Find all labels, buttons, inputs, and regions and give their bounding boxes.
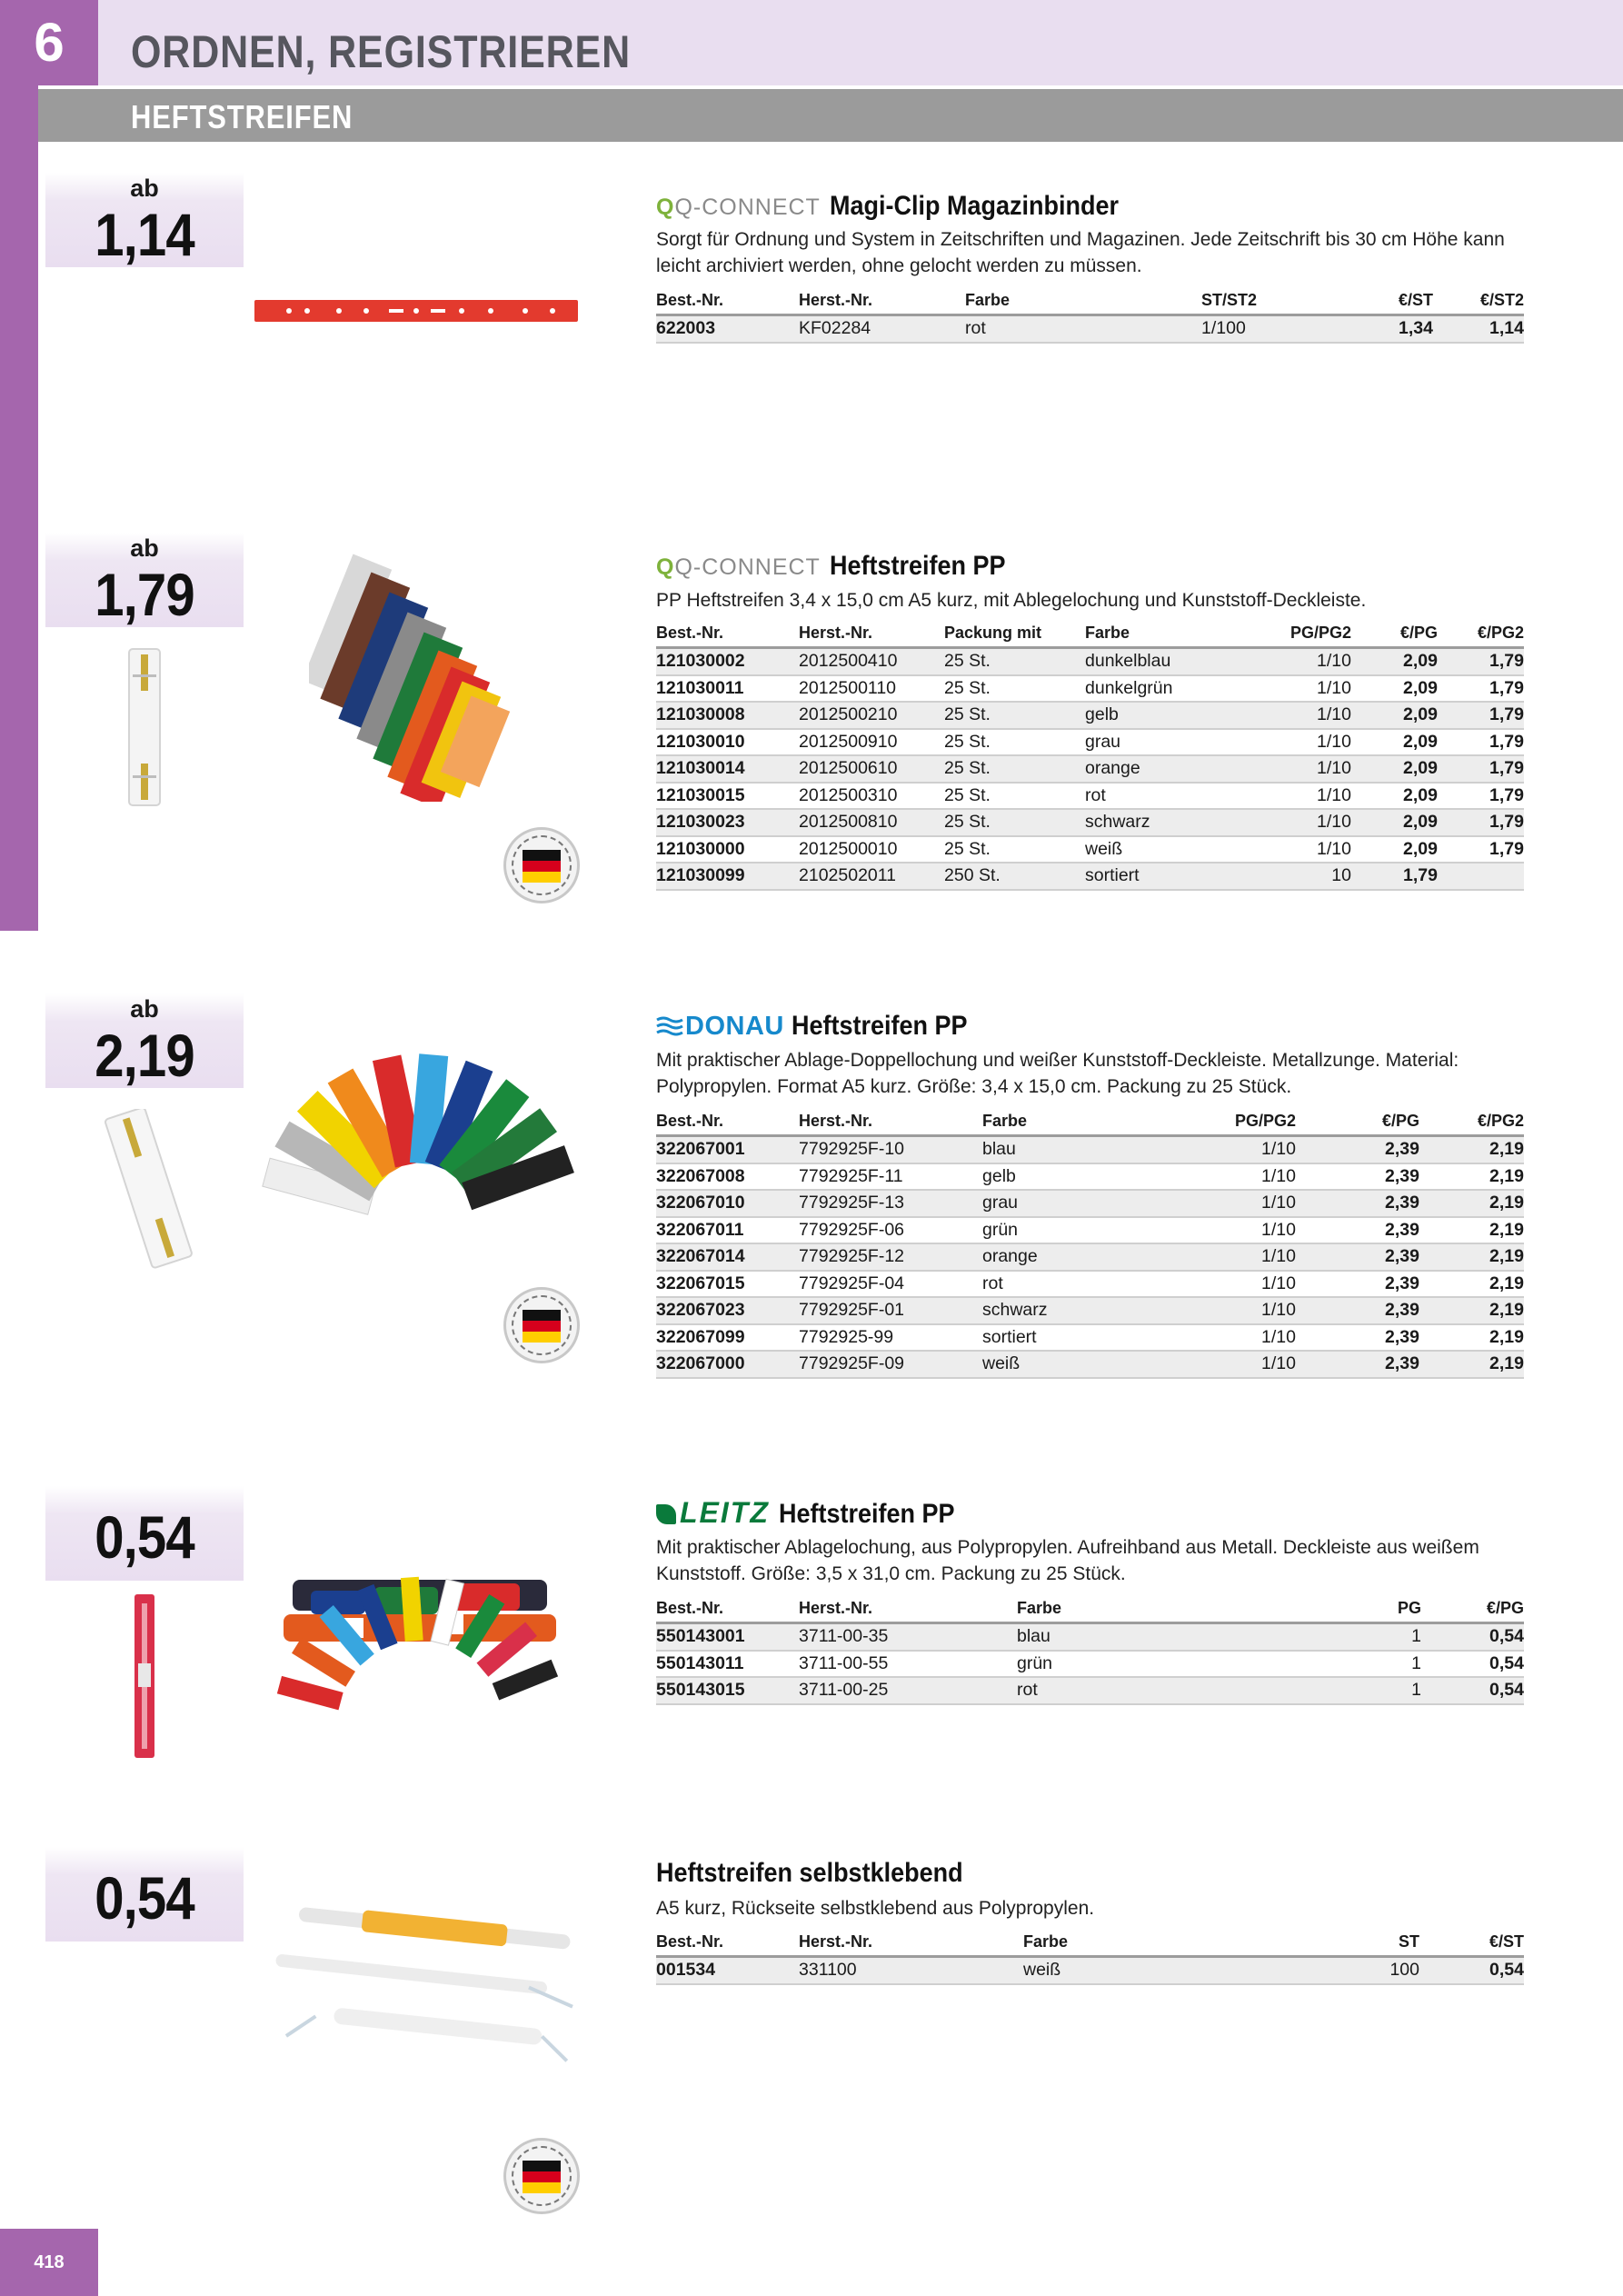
pack-unit: 1	[1317, 1623, 1421, 1651]
article-number: 121030011	[656, 675, 799, 703]
table-header-row	[656, 1110, 1524, 1136]
manufacturer-number: 2012500210	[799, 702, 944, 729]
pack-unit: 1/10	[1173, 1217, 1296, 1244]
pack-size: 25 St.	[944, 702, 1085, 729]
product-table	[656, 289, 1524, 344]
german-flag-icon	[523, 850, 561, 883]
manufacturer-number: 2012500310	[799, 783, 944, 810]
product-image-adhesive-strips	[256, 1900, 583, 2063]
column-header: €/PG	[1351, 622, 1438, 648]
color: blau	[1017, 1623, 1317, 1651]
product-description: Mit praktischer Ablagelochung, aus Polypropylen. Aufreihband aus Metall. Deckleiste aus weißem Kunststoff. Größe: 3,5 x 31,0 cm. Packung zu 25 Stück.	[656, 1537, 1479, 1584]
donau-wave-logo-icon	[656, 1015, 683, 1037]
article-number: 550143015	[656, 1677, 799, 1704]
manufacturer-number: 7792925F-06	[799, 1217, 982, 1244]
article-number: 622003	[656, 315, 799, 343]
unit-price: 0,54	[1421, 1651, 1524, 1678]
color: rot	[982, 1271, 1173, 1298]
column-header: Packung mit	[944, 622, 1085, 648]
product-table	[656, 1597, 1524, 1705]
made-in-germany-badge-icon	[503, 827, 580, 903]
color: sortiert	[1085, 863, 1249, 890]
article-number: 121030099	[656, 863, 799, 890]
article-number: 121030010	[656, 729, 799, 756]
article-number: 322067010	[656, 1190, 799, 1217]
color: schwarz	[1085, 809, 1249, 836]
pack-size: 25 St.	[944, 783, 1085, 810]
column-header: Best.-Nr.	[656, 1110, 799, 1136]
product-image-strip-arc	[256, 1045, 583, 1227]
manufacturer-number: 2012500810	[799, 809, 944, 836]
brand-logo-q-connect	[656, 195, 821, 221]
made-in-germany-badge-icon	[503, 1287, 580, 1363]
column-header: ST	[1319, 1931, 1419, 1957]
table-row	[656, 836, 1524, 863]
brand-name: Q-CONNECT	[674, 554, 821, 580]
pack-unit: 1/10	[1173, 1243, 1296, 1271]
bulk-price: 2,19	[1419, 1297, 1524, 1324]
bulk-price: 1,79	[1438, 836, 1524, 863]
article-number: 001534	[656, 1957, 799, 1984]
column-header: Herst.-Nr.	[799, 1931, 1023, 1957]
brand-logo-q-connect	[656, 554, 821, 581]
color: orange	[1085, 755, 1249, 783]
column-header: Farbe	[982, 1110, 1173, 1136]
color: rot	[1017, 1677, 1317, 1704]
product-title: Heftstreifen PP	[791, 1011, 968, 1041]
table-row	[656, 1623, 1524, 1651]
brand-q-letter: Q	[656, 554, 675, 580]
price-value: 1,14	[95, 201, 194, 268]
unit-price: 2,09	[1351, 648, 1438, 675]
unit-price: 2,09	[1351, 809, 1438, 836]
article-number: 550143011	[656, 1651, 799, 1678]
product-heading	[656, 1011, 987, 1042]
pack-unit: 1/10	[1173, 1324, 1296, 1352]
price-badge	[45, 993, 244, 1088]
column-header: PG/PG2	[1173, 1110, 1296, 1136]
manufacturer-number: 331100	[799, 1957, 1023, 1984]
price-badge	[45, 1486, 244, 1581]
color: dunkelgrün	[1085, 675, 1249, 703]
color: rot	[1085, 783, 1249, 810]
color: schwarz	[982, 1297, 1173, 1324]
manufacturer-number: 2012500110	[799, 675, 944, 703]
article-number: 322067000	[656, 1351, 799, 1378]
color: grau	[982, 1190, 1173, 1217]
pack-unit: 1/10	[1249, 755, 1351, 783]
unit-price: 2,39	[1296, 1351, 1419, 1378]
column-header: €/PG	[1296, 1110, 1419, 1136]
table-row	[656, 1677, 1524, 1704]
bulk-price: 2,19	[1419, 1271, 1524, 1298]
bulk-price: 1,79	[1438, 675, 1524, 703]
article-number: 322067023	[656, 1297, 799, 1324]
chapter-title: ORDNEN, REGISTRIEREN	[131, 26, 631, 77]
page-number: 418	[0, 2229, 98, 2296]
leitz-logo-mark-icon	[656, 1504, 676, 1524]
table-row	[656, 1190, 1524, 1217]
color: gelb	[1085, 702, 1249, 729]
article-number: 121030014	[656, 755, 799, 783]
color: weiß	[982, 1351, 1173, 1378]
table-row	[656, 1324, 1524, 1352]
price-badge	[45, 533, 244, 627]
pack-unit: 1/10	[1249, 729, 1351, 756]
pack-unit: 1	[1317, 1651, 1421, 1678]
pack-unit: 1/10	[1249, 836, 1351, 863]
german-flag-icon	[523, 1310, 561, 1343]
unit-price: 2,39	[1296, 1243, 1419, 1271]
pack-unit: 1/10	[1173, 1271, 1296, 1298]
product-description: A5 kurz, Rückseite selbstklebend aus Polypropylen.	[656, 1898, 1095, 1919]
pack-size: 25 St.	[944, 648, 1085, 675]
brand-name: Q-CONNECT	[674, 195, 821, 220]
column-header: PG	[1317, 1597, 1421, 1623]
color: weiß	[1085, 836, 1249, 863]
table-row	[656, 1651, 1524, 1678]
column-header: Herst.-Nr.	[799, 1597, 1017, 1623]
color: blau	[982, 1136, 1173, 1163]
article-number: 121030008	[656, 702, 799, 729]
bulk-price: 1,79	[1438, 809, 1524, 836]
article-number: 322067008	[656, 1163, 799, 1191]
column-header: ST/ST2	[1201, 289, 1329, 315]
bulk-price: 2,19	[1419, 1324, 1524, 1352]
product-heading	[656, 551, 1025, 582]
table-row	[656, 1351, 1524, 1378]
article-number: 322067014	[656, 1243, 799, 1271]
table-row	[656, 1136, 1524, 1163]
pack-size: 25 St.	[944, 809, 1085, 836]
brand-name: LEITZ	[680, 1496, 770, 1529]
table-row	[656, 783, 1524, 810]
unit-price: 2,39	[1296, 1163, 1419, 1191]
table-row	[656, 863, 1524, 890]
manufacturer-number: 3711-00-55	[799, 1651, 1017, 1678]
product-title: Heftstreifen selbstklebend	[656, 1858, 963, 1888]
bulk-price: 1,79	[1438, 783, 1524, 810]
manufacturer-number: 7792925F-10	[799, 1136, 982, 1163]
product-description: Mit praktischer Ablage-Doppellochung und weißer Kunststoff-Deckleiste. Metallzunge. Material: Polypropylen. Format A5 kurz. Größe: 3,4 x 15,0 cm. Packung zu 25 Stück.	[656, 1050, 1459, 1097]
manufacturer-number: 2102502011	[799, 863, 944, 890]
color: weiß	[1023, 1957, 1319, 1984]
table-row	[656, 1297, 1524, 1324]
pack-unit: 1/10	[1249, 648, 1351, 675]
table-row	[656, 315, 1524, 343]
table-row	[656, 1957, 1524, 1984]
color: dunkelblau	[1085, 648, 1249, 675]
price-badge	[45, 173, 244, 267]
pack-unit: 1/10	[1249, 702, 1351, 729]
german-flag-icon	[523, 2161, 561, 2193]
article-number: 550143001	[656, 1623, 799, 1651]
pack-unit: 1/10	[1249, 675, 1351, 703]
unit-price: 1,34	[1329, 315, 1433, 343]
bulk-price: 1,79	[1438, 702, 1524, 729]
article-number: 322067001	[656, 1136, 799, 1163]
manufacturer-number: 2012500010	[799, 836, 944, 863]
bulk-price: 1,14	[1433, 315, 1524, 343]
manufacturer-number: 7792925F-09	[799, 1351, 982, 1378]
price-prefix: ab	[130, 175, 159, 202]
price-value: 1,79	[95, 561, 194, 628]
manufacturer-number: 7792925F-13	[799, 1190, 982, 1217]
product-image-single-strip	[118, 645, 173, 809]
manufacturer-number: 3711-00-25	[799, 1677, 1017, 1704]
chapter-side-strip	[0, 85, 38, 931]
column-header: Farbe	[1085, 622, 1249, 648]
bulk-price: 1,79	[1438, 729, 1524, 756]
bulk-price: 1,79	[1438, 648, 1524, 675]
column-header: €/PG	[1421, 1597, 1524, 1623]
table-row	[656, 809, 1524, 836]
manufacturer-number: 2012500410	[799, 648, 944, 675]
manufacturer-number: 7792925F-04	[799, 1271, 982, 1298]
product-heading	[656, 1858, 997, 1889]
bulk-price: 2,19	[1419, 1190, 1524, 1217]
table-row	[656, 675, 1524, 703]
pack-size: 25 St.	[944, 729, 1085, 756]
color: grau	[1085, 729, 1249, 756]
chapter-number: 6	[0, 0, 98, 85]
pack-unit: 1/10	[1173, 1190, 1296, 1217]
unit-price: 2,39	[1296, 1271, 1419, 1298]
pack-unit: 1/10	[1173, 1163, 1296, 1191]
article-number: 121030023	[656, 809, 799, 836]
column-header: Farbe	[1017, 1597, 1317, 1623]
bulk-price: 2,19	[1419, 1136, 1524, 1163]
price-value: 0,54	[95, 1864, 194, 1932]
bulk-price: 2,19	[1419, 1217, 1524, 1244]
bulk-price: 1,79	[1438, 755, 1524, 783]
pack-unit: 1/10	[1249, 809, 1351, 836]
article-number: 322067099	[656, 1324, 799, 1352]
column-header: Best.-Nr.	[656, 622, 799, 648]
color: gelb	[982, 1163, 1173, 1191]
unit-price: 2,39	[1296, 1217, 1419, 1244]
table-header-row	[656, 622, 1524, 648]
table-header-row	[656, 1597, 1524, 1623]
table-row	[656, 648, 1524, 675]
article-number: 121030002	[656, 648, 799, 675]
pack-unit: 1	[1317, 1677, 1421, 1704]
column-header: PG/PG2	[1249, 622, 1351, 648]
section-title: HEFTSTREIFEN	[131, 98, 353, 135]
article-number: 121030000	[656, 836, 799, 863]
column-header: €/ST	[1329, 289, 1433, 315]
color: sortiert	[982, 1324, 1173, 1352]
table-row	[656, 702, 1524, 729]
color: grün	[1017, 1651, 1317, 1678]
color: rot	[965, 315, 1201, 343]
table-row	[656, 755, 1524, 783]
product-description: Sorgt für Ordnung und System in Zeitschriften und Magazinen. Jede Zeitschrift bis 30 cm Höhe kann leicht archiviert werden, ohne gelocht werden zu müssen.	[656, 229, 1505, 276]
product-heading	[656, 191, 1150, 222]
product-heading	[656, 1496, 974, 1530]
pack-size: 25 St.	[944, 675, 1085, 703]
made-in-germany-badge-icon	[503, 2138, 580, 2214]
price-value: 0,54	[95, 1503, 194, 1571]
product-table	[656, 622, 1524, 891]
column-header: €/ST	[1419, 1931, 1524, 1957]
column-header: Farbe	[965, 289, 1201, 315]
column-header: Best.-Nr.	[656, 289, 799, 315]
price-value: 2,19	[95, 1022, 194, 1089]
unit-price: 2,09	[1351, 729, 1438, 756]
price-prefix: ab	[130, 534, 159, 562]
unit-price: 2,09	[1351, 836, 1438, 863]
bulk-price: 2,19	[1419, 1243, 1524, 1271]
product-image-single-strip	[86, 1109, 214, 1282]
unit-price: 2,09	[1351, 675, 1438, 703]
price-badge	[45, 1847, 244, 1942]
unit-price: 2,09	[1351, 783, 1438, 810]
pack-unit: 1/100	[1201, 315, 1329, 343]
pack-unit: 1/10	[1173, 1136, 1296, 1163]
unit-price: 2,39	[1296, 1297, 1419, 1324]
column-header: Herst.-Nr.	[799, 622, 944, 648]
color: grün	[982, 1217, 1173, 1244]
article-number: 121030015	[656, 783, 799, 810]
pack-unit: 1/10	[1173, 1351, 1296, 1378]
manufacturer-number: 2012500910	[799, 729, 944, 756]
unit-price: 2,39	[1296, 1190, 1419, 1217]
product-table	[656, 1110, 1524, 1379]
product-title: Heftstreifen PP	[778, 1499, 955, 1529]
pack-unit: 10	[1249, 863, 1351, 890]
unit-price: 1,79	[1351, 863, 1438, 890]
product-description: PP Heftstreifen 3,4 x 15,0 cm A5 kurz, mit Ablegelochung und Kunststoff-Deckleiste.	[656, 590, 1367, 611]
manufacturer-number: 3711-00-35	[799, 1623, 1017, 1651]
manufacturer-number: 7792925F-11	[799, 1163, 982, 1191]
brand-q-letter: Q	[656, 195, 675, 220]
price-prefix: ab	[130, 995, 159, 1023]
column-header: Farbe	[1023, 1931, 1319, 1957]
product-title: Heftstreifen PP	[829, 551, 1006, 581]
color: orange	[982, 1243, 1173, 1271]
manufacturer-number: 7792925F-12	[799, 1243, 982, 1271]
pack-unit: 1/10	[1249, 783, 1351, 810]
article-number: 322067015	[656, 1271, 799, 1298]
pack-size: 250 St.	[944, 863, 1085, 890]
column-header: €/ST2	[1433, 289, 1524, 315]
unit-price: 2,09	[1351, 755, 1438, 783]
pack-unit: 100	[1319, 1957, 1419, 1984]
column-header: Best.-Nr.	[656, 1931, 799, 1957]
article-number: 322067011	[656, 1217, 799, 1244]
table-row	[656, 1217, 1524, 1244]
manufacturer-number: KF02284	[799, 315, 965, 343]
product-image-strip-bundle	[256, 1563, 583, 1727]
unit-price: 0,54	[1421, 1623, 1524, 1651]
table-row	[656, 1271, 1524, 1298]
table-row	[656, 729, 1524, 756]
table-row	[656, 1163, 1524, 1191]
table-header-row	[656, 1931, 1524, 1957]
pack-size: 25 St.	[944, 755, 1085, 783]
table-header-row	[656, 289, 1524, 315]
column-header: Herst.-Nr.	[799, 289, 965, 315]
product-image-single-strip	[127, 1591, 164, 1763]
pack-size: 25 St.	[944, 836, 1085, 863]
bulk-price	[1438, 863, 1524, 890]
manufacturer-number: 2012500610	[799, 755, 944, 783]
bulk-price: 2,19	[1419, 1351, 1524, 1378]
bulk-price: 2,19	[1419, 1163, 1524, 1191]
unit-price: 0,54	[1421, 1677, 1524, 1704]
brand-logo-donau	[656, 1012, 784, 1042]
brand-logo-leitz	[656, 1496, 770, 1530]
unit-price: 2,09	[1351, 702, 1438, 729]
column-header: Best.-Nr.	[656, 1597, 799, 1623]
unit-price: 2,39	[1296, 1136, 1419, 1163]
unit-price: 0,54	[1419, 1957, 1524, 1984]
product-image-magazine-binder	[253, 296, 582, 325]
product-image-strip-fan	[309, 529, 518, 802]
column-header: €/PG2	[1419, 1110, 1524, 1136]
manufacturer-number: 7792925F-01	[799, 1297, 982, 1324]
table-row	[656, 1243, 1524, 1271]
product-title: Magi-Clip Magazinbinder	[829, 191, 1119, 221]
brand-name: DONAU	[685, 1012, 784, 1041]
column-header: €/PG2	[1438, 622, 1524, 648]
pack-unit: 1/10	[1173, 1297, 1296, 1324]
unit-price: 2,39	[1296, 1324, 1419, 1352]
product-table	[656, 1931, 1524, 1985]
column-header: Herst.-Nr.	[799, 1110, 982, 1136]
manufacturer-number: 7792925-99	[799, 1324, 982, 1352]
